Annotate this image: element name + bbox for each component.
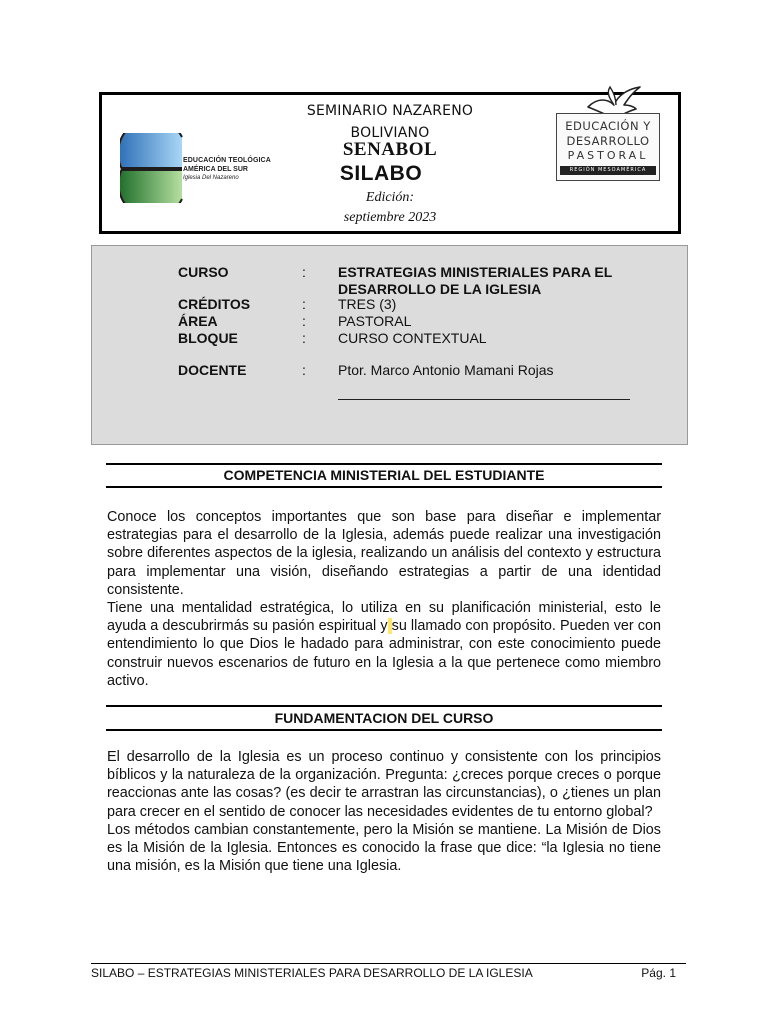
competencia-text xyxy=(107,508,661,690)
page-number: Pág. 1 xyxy=(641,966,676,980)
edition-label: Edición: xyxy=(365,190,415,205)
area-value: PASTORAL xyxy=(338,313,412,329)
bloque-label: BLOQUE xyxy=(178,330,238,346)
docente-label: DOCENTE xyxy=(178,362,247,378)
pastoral-logo-panel xyxy=(556,113,660,181)
fundamentacion-title: FUNDAMENTACION DEL CURSO xyxy=(106,705,662,731)
creditos-value: TRES (3) xyxy=(338,296,397,312)
pastoral-logo-band: REGIÓN MESOAMÉRICA xyxy=(560,166,656,175)
curso-label: CURSO xyxy=(178,264,229,280)
curso-value: ESTRATEGIAS MINISTERIALES PARA EL DESARROLLO DE LA IGLESIA xyxy=(338,264,613,297)
pastoral-logo-line1: EDUCACIÓN Y xyxy=(565,119,651,133)
docente-colon: : xyxy=(302,362,306,378)
document-header xyxy=(99,92,681,234)
creditos-colon: : xyxy=(302,296,306,312)
logo-text-line1: EDUCACIÓN TEOLÓGICA xyxy=(183,157,271,164)
signature-line xyxy=(338,399,630,400)
logo-text-line3: Iglesia Del Nazareno xyxy=(183,175,239,181)
area-label: ÁREA xyxy=(178,313,218,329)
pastoral-logo-line3: PASTORAL xyxy=(567,149,649,162)
bloque-colon: : xyxy=(302,330,306,346)
circle-logo-icon xyxy=(120,133,184,203)
curso-colon: : xyxy=(302,264,306,280)
institution-acronym: SENABOL xyxy=(342,139,438,160)
education-logo xyxy=(120,133,280,203)
competencia-paragraph-1: Conoce los conceptos importantes que son base para diseñar e implementar estrategias para el desarrollo de la Iglesia, además puede realizar una investigación sobre diferentes aspectos de la iglesia, realizando un análisis del contexto y estructura para implementar una visión, diseñando estrategias a partir de una identidad consistente. xyxy=(107,509,661,598)
pastoral-logo-line2: DESARROLLO xyxy=(566,134,650,148)
pastoral-logo xyxy=(556,85,660,193)
fundamentacion-text xyxy=(107,748,661,875)
course-info-box xyxy=(91,245,688,445)
logo-text-line2: AMÉRICA DEL SUR xyxy=(183,166,248,173)
header-title-block xyxy=(290,100,490,228)
institution-name-line1: SEMINARIO NAZARENO xyxy=(306,103,474,119)
docente-value: Ptor. Marco Antonio Mamani Rojas xyxy=(338,362,554,378)
institution-name-line2: BOLIVIANO xyxy=(350,125,430,141)
document-title: SILABO xyxy=(339,162,423,185)
edition-date: septiembre 2023 xyxy=(343,210,437,225)
area-colon: : xyxy=(302,313,306,329)
competencia-paragraph-2b: su llamado con propósito. Pueden ver con entendimiento lo que Dios le hadado para administrar, con este conocimiento puede construir nuevos escenarios de futuro en la Iglesia a la que pertenece como miembro activo. xyxy=(107,618,662,689)
page-footer xyxy=(91,963,686,980)
fundamentacion-paragraph-2: Los métodos cambian constantemente, pero la Misión se mantiene. La Misión de Dios es la Misión de la Iglesia. Entonces es conocido la frase que dice: “la Iglesia no tiene una misión, es la Misión que tiene una Iglesia. xyxy=(107,821,661,875)
bloque-value: CURSO CONTEXTUAL xyxy=(338,330,487,346)
fundamentacion-paragraph-1: El desarrollo de la Iglesia es un proceso continuo y consistente con los principios bíblicos y la naturaleza de la organización. Pregunta: ¿creces porque creces o porque reaccionas ante las cosas? (es decir te arrastran las circunstancias), o ¿tienes un plan para crecer en el sentido de conocer las necesidades evidentes de tu entorno global? xyxy=(107,749,661,820)
creditos-label: CRÉDITOS xyxy=(178,296,251,312)
competencia-paragraph-2 xyxy=(107,599,661,690)
competencia-paragraph-2a: Tiene una mentalidad estratégica, lo utiliza en su planificación ministerial, esto le ayuda a descubrirmás su pasión espiritual y xyxy=(107,600,661,635)
competencia-title: COMPETENCIA MINISTERIAL DEL ESTUDIANTE xyxy=(106,463,662,488)
footer-title: SILABO – ESTRATEGIAS MINISTERIALES PARA DESARROLLO DE LA IGLESIA xyxy=(91,966,533,980)
